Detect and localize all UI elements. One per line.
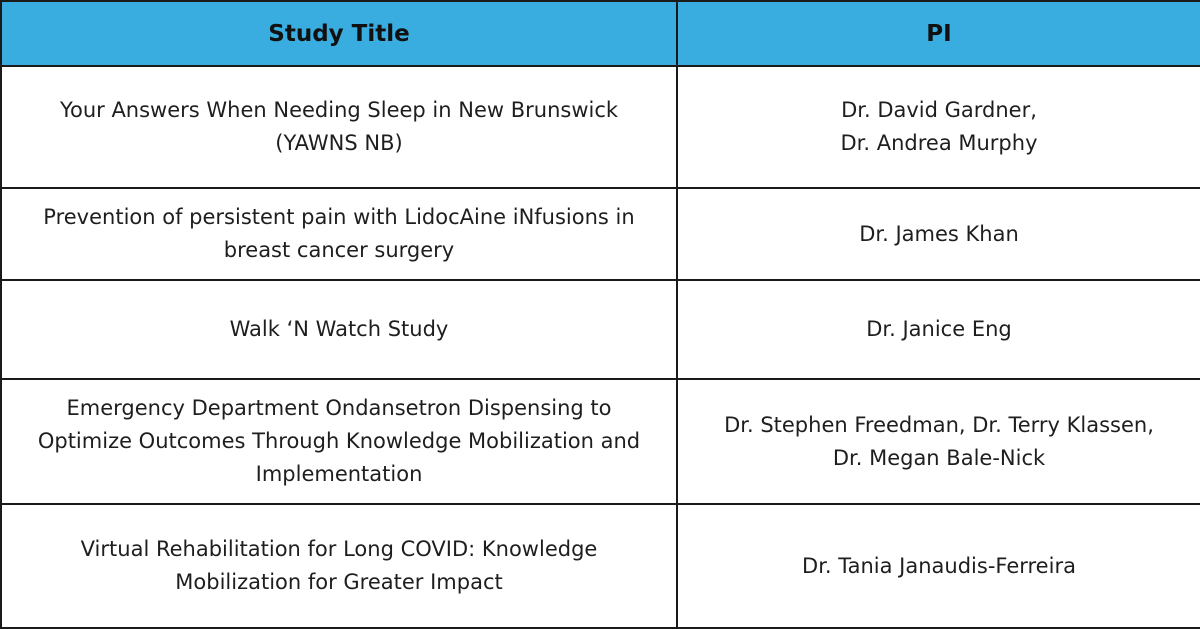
study-title-line: Your Answers When Needing Sleep in New Brunswick [59, 98, 619, 122]
study-title-cell [1, 280, 677, 379]
pi-line: Dr. Megan Bale-Nick [832, 445, 1046, 470]
table-row [1, 66, 1200, 188]
study-title-line: Implementation [255, 462, 423, 486]
table-row [1, 504, 1200, 628]
header-study-title: Study Title [1, 1, 677, 66]
pi-cell [677, 188, 1200, 280]
study-title-line: breast cancer surgery [223, 238, 455, 262]
pi-line: Dr. David Gardner, [841, 98, 1037, 122]
study-title-cell [1, 504, 677, 628]
pi-line: Dr. Tania Janaudis-Ferreira [802, 553, 1076, 578]
pi-cell [677, 280, 1200, 379]
study-title-cell [1, 188, 677, 280]
study-title-cell [1, 379, 677, 504]
study-title-line: Emergency Department Ondansetron Dispensing to [66, 396, 612, 420]
study-title-line: Walk ‘N Watch Study [229, 317, 449, 341]
pi-cell [677, 504, 1200, 628]
study-title-line: (YAWNS NB) [275, 131, 403, 155]
pi-cell [677, 66, 1200, 188]
study-title-line: Prevention of persistent pain with LidocAine iNfusions in [43, 205, 635, 229]
table-row [1, 188, 1200, 280]
study-title-line: Mobilization for Greater Impact [175, 570, 503, 594]
pi-cell [677, 379, 1200, 504]
study-title-cell [1, 66, 677, 188]
header-pi: PI [677, 1, 1200, 66]
table-row [1, 280, 1200, 379]
study-title-line: Virtual Rehabilitation for Long COVID: Knowledge [80, 537, 598, 561]
study-title-line: Optimize Outcomes Through Knowledge Mobilization and [37, 429, 641, 453]
pi-line: Dr. Stephen Freedman, Dr. Terry Klassen, [724, 412, 1154, 437]
pi-line: Dr. Janice Eng [866, 317, 1012, 341]
pi-line: Dr. Andrea Murphy [840, 131, 1038, 155]
table-header-row [1, 1, 1200, 66]
pi-line: Dr. James Khan [859, 221, 1019, 246]
table-row [1, 379, 1200, 504]
